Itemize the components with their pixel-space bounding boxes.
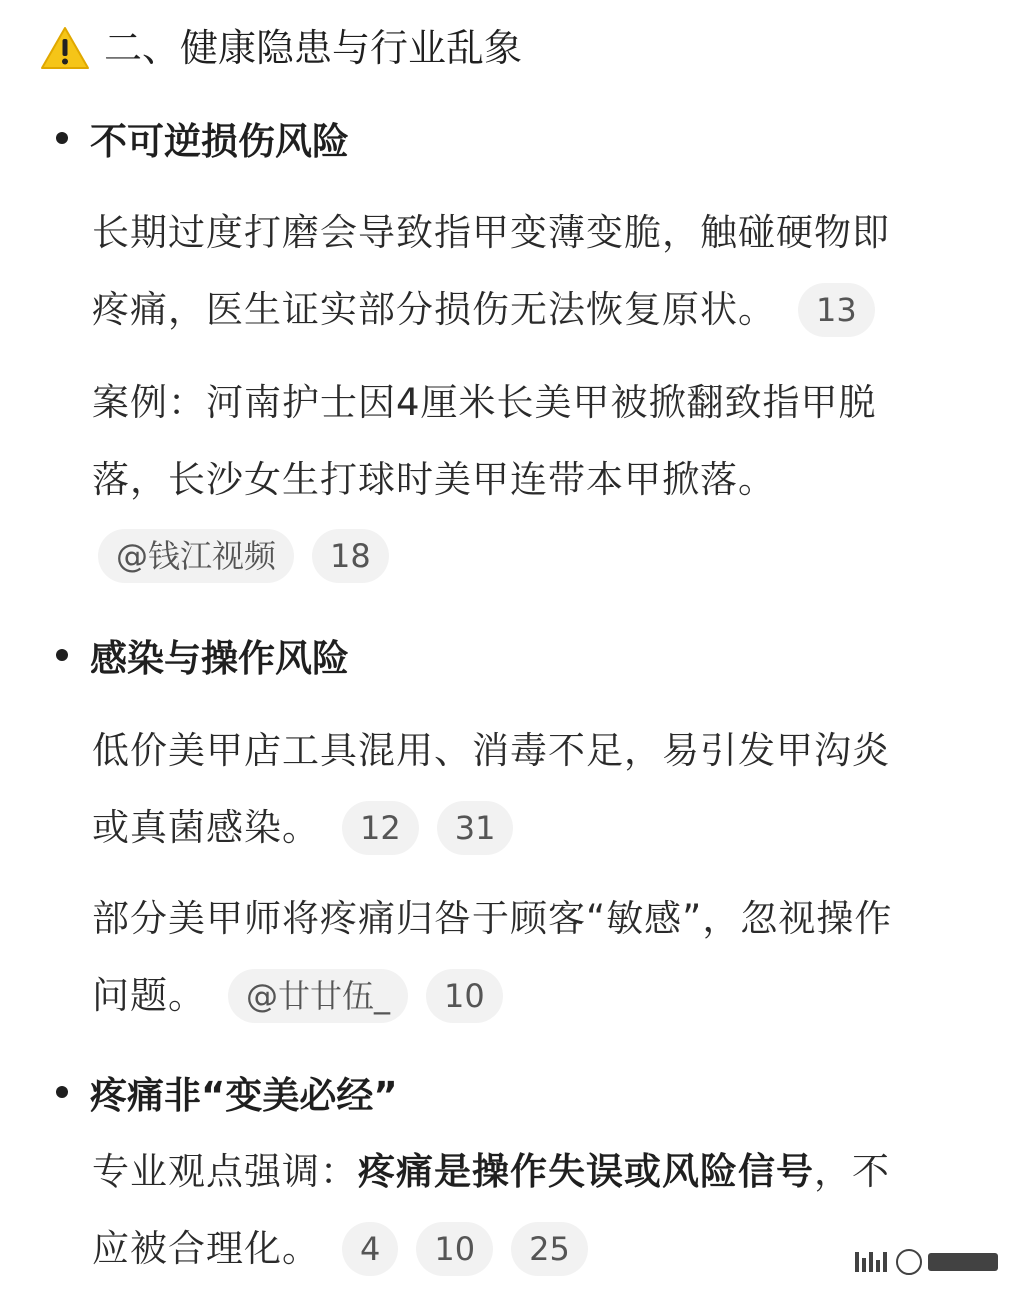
bullet-title: 感染与操作风险	[90, 637, 349, 680]
reference-chip[interactable]: 10	[426, 969, 503, 1023]
bullet-dot-icon	[56, 1086, 68, 1098]
bullet-dot-icon	[56, 132, 68, 144]
paragraph	[92, 880, 992, 1034]
bullet-dot-icon	[56, 649, 68, 661]
paragraph-line: 低价美甲店工具混用、消毒不足，易引发甲沟炎	[92, 729, 890, 772]
paragraph-prefix: 专业观点强调：	[92, 1150, 358, 1193]
section-title: 二、健康隐患与行业乱象	[104, 26, 523, 70]
bullet-title: 疼痛非“变美必经”	[90, 1074, 398, 1117]
watermark-circle-icon	[896, 1249, 922, 1275]
bullet-title: 不可逆损伤风险	[90, 120, 349, 163]
watermark-block-icon	[928, 1253, 998, 1271]
reference-chip[interactable]: 10	[416, 1222, 493, 1276]
paragraph-emphasis: 疼痛是操作失误或风险信号	[358, 1150, 814, 1193]
reference-chip[interactable]: 4	[342, 1222, 398, 1276]
watermark-bars-icon	[855, 1252, 890, 1272]
paragraph	[92, 194, 992, 348]
watermark-logo	[855, 1249, 998, 1275]
paragraph-line: 落，长沙女生打球时美甲连带本甲掀落。	[92, 458, 776, 501]
paragraph	[92, 364, 992, 518]
source-chip[interactable]: @廿廿伍_	[228, 969, 408, 1023]
bullet-heading-2	[56, 625, 349, 685]
reference-chip[interactable]: 13	[798, 283, 875, 337]
reference-row	[98, 529, 389, 583]
paragraph-line: 或真菌感染。	[92, 806, 320, 849]
paragraph-line: 长期过度打磨会导致指甲变薄变脆，触碰硬物即	[92, 211, 890, 254]
paragraph-line: 部分美甲师将疼痛归咎于顾客“敏感”，忽视操作	[92, 897, 893, 940]
reference-chip[interactable]: 18	[312, 529, 389, 583]
warning-icon	[40, 26, 90, 70]
reference-chip[interactable]: 12	[342, 801, 419, 855]
paragraph-line: 案例：河南护士因4厘米长美甲被掀翻致指甲脱	[92, 381, 877, 424]
paragraph-line: 问题。	[92, 974, 206, 1017]
reference-chip[interactable]: 31	[437, 801, 514, 855]
source-chip[interactable]: @钱江视频	[98, 529, 294, 583]
bullet-heading-3	[56, 1062, 398, 1122]
bullet-heading-1	[56, 108, 349, 168]
reference-chip[interactable]: 25	[511, 1222, 588, 1276]
paragraph-suffix: ，不	[814, 1150, 890, 1193]
paragraph	[92, 712, 992, 866]
paragraph-line: 疼痛，医生证实部分损伤无法恢复原状。	[92, 288, 776, 331]
section-heading	[40, 18, 522, 78]
paragraph-line: 应被合理化。	[92, 1227, 320, 1270]
